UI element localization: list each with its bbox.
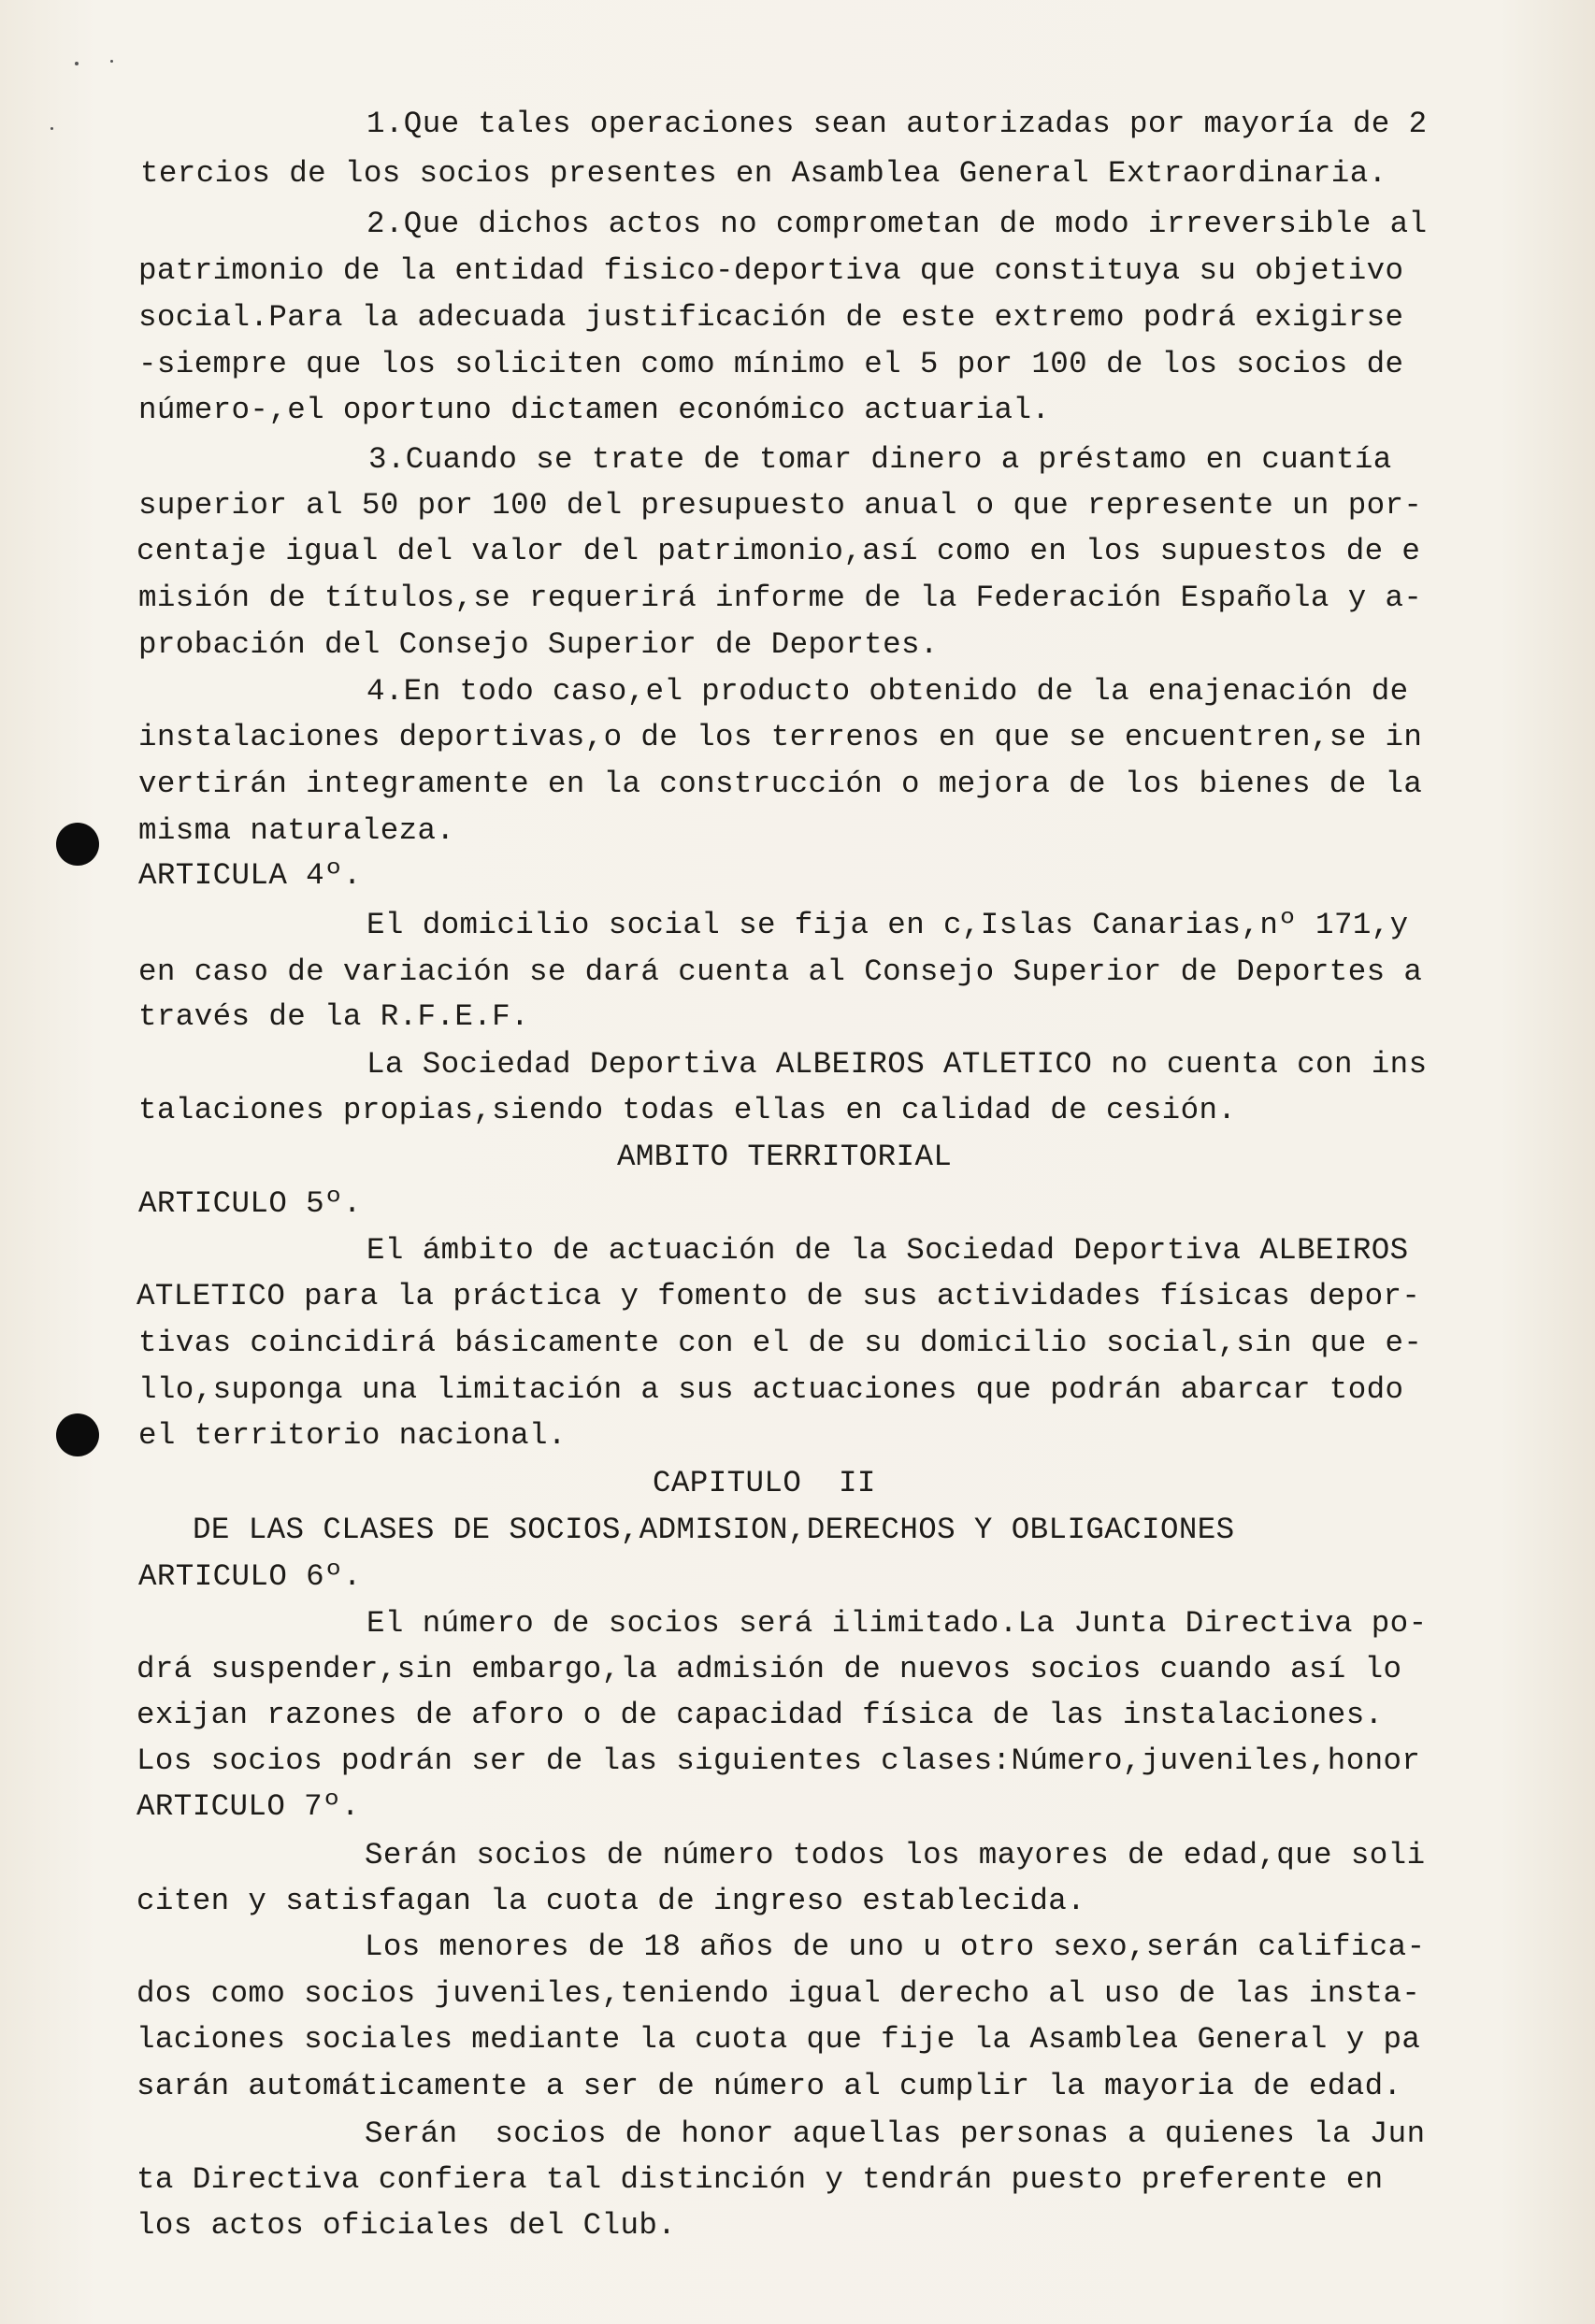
text-line: vertirán integramente en la construcción o mejora de los bienes de la (138, 767, 1423, 801)
punch-hole-bottom (56, 1413, 99, 1456)
punch-hole-top (56, 823, 99, 866)
text-line: misma naturaleza. (138, 813, 455, 848)
text-line: 2.Que dichos actos no comprometan de modo irreversible al (366, 207, 1428, 241)
text-line: talaciones propias,siendo todas ellas en calidad de cesión. (138, 1093, 1237, 1127)
text-line: superior al 50 por 100 del presupuesto anual o que represente un por- (138, 488, 1423, 523)
text-line: tercios de los socios presentes en Asamblea General Extraordinaria. (140, 156, 1387, 191)
text-line: 4.En todo caso,el producto obtenido de la enajenación de (366, 674, 1409, 709)
article-heading: ARTICULO 6º. (138, 1559, 362, 1594)
text-line: laciones sociales mediante la cuota que fije la Asamblea General y pa (137, 2022, 1421, 2057)
text-line: probación del Consejo Superior de Deportes. (138, 627, 939, 662)
text-line: citen y satisfagan la cuota de ingreso establecida. (137, 1884, 1086, 1918)
text-line: 1.Que tales operaciones sean autorizadas por mayoría de 2 (366, 107, 1428, 141)
text-line: ATLETICO para la práctica y fomento de sus actividades físicas depor- (137, 1279, 1421, 1313)
text-line: centaje igual del valor del patrimonio,así como en los supuestos de e (137, 534, 1421, 568)
article-heading: ARTICULA 4º. (138, 858, 362, 893)
chapter-heading: CAPITULO II (653, 1466, 876, 1500)
text-line: patrimonio de la entidad fisico-deportiva que constituya su objetivo (138, 253, 1404, 288)
text-line: El domicilio social se fija en c,Islas Canarias,nº 171,y (366, 908, 1409, 942)
section-heading: AMBITO TERRITORIAL (617, 1140, 953, 1174)
text-line: través de la R.F.E.F. (138, 999, 529, 1034)
text-line: El ámbito de actuación de la Sociedad Deportiva ALBEIROS (366, 1233, 1409, 1268)
text-line: La Sociedad Deportiva ALBEIROS ATLETICO no cuenta con ins (366, 1047, 1428, 1082)
text-line: misión de títulos,se requerirá informe de la Federación Española y a- (138, 581, 1423, 615)
text-line: drá suspender,sin embargo,la admisión de nuevos socios cuando así lo (137, 1652, 1402, 1686)
article-heading: ARTICULO 5º. (138, 1186, 362, 1221)
text-line: exijan razones de aforo o de capacidad física de las instalaciones. (137, 1698, 1384, 1732)
article-heading: ARTICULO 7º. (137, 1789, 360, 1824)
text-line: número-,el oportuno dictamen económico actuarial. (138, 393, 1051, 427)
text-line: Los menores de 18 años de uno u otro sexo,serán califica- (365, 1929, 1426, 1964)
text-line: instalaciones deportivas,o de los terrenos en que se encuentren,se in (138, 720, 1423, 754)
text-line: dos como socios juveniles,teniendo igual derecho al uso de las insta- (137, 1976, 1421, 2011)
text-line: sarán automáticamente a ser de número al cumplir la mayoria de edad. (137, 2069, 1402, 2103)
text-line: Los socios podrán ser de las siguientes clases:Número,juveniles,honor (137, 1743, 1421, 1778)
text-line: ta Directiva confiera tal distinción y tendrán puesto preferente en (137, 2162, 1384, 2197)
text-line: Serán socios de número todos los mayores de edad,que soli (365, 1838, 1426, 1872)
text-line: 3.Cuando se trate de tomar dinero a préstamo en cuantía (368, 442, 1392, 477)
text-line: tivas coincidirá básicamente con el de su domicilio social,sin que e- (138, 1326, 1423, 1360)
text-line: Serán socios de honor aquellas personas a quienes la Jun (365, 2116, 1426, 2151)
text-line: el territorio nacional. (138, 1418, 567, 1453)
text-line: El número de socios será ilimitado.La Junta Directiva po- (366, 1606, 1428, 1641)
text-line: en caso de variación se dará cuenta al Consejo Superior de Deportes a (138, 954, 1423, 989)
text-line: social.Para la adecuada justificación de este extremo podrá exigirse (138, 300, 1404, 335)
text-line: los actos oficiales del Club. (137, 2208, 677, 2243)
chapter-subtitle: DE LAS CLASES DE SOCIOS,ADMISION,DERECHOS Y OBLIGACIONES (193, 1513, 1235, 1547)
text-line: llo,suponga una limitación a sus actuaciones que podrán abarcar todo (138, 1372, 1404, 1407)
text-line: -siempre que los soliciten como mínimo el 5 por 100 de los socios de (138, 347, 1404, 381)
